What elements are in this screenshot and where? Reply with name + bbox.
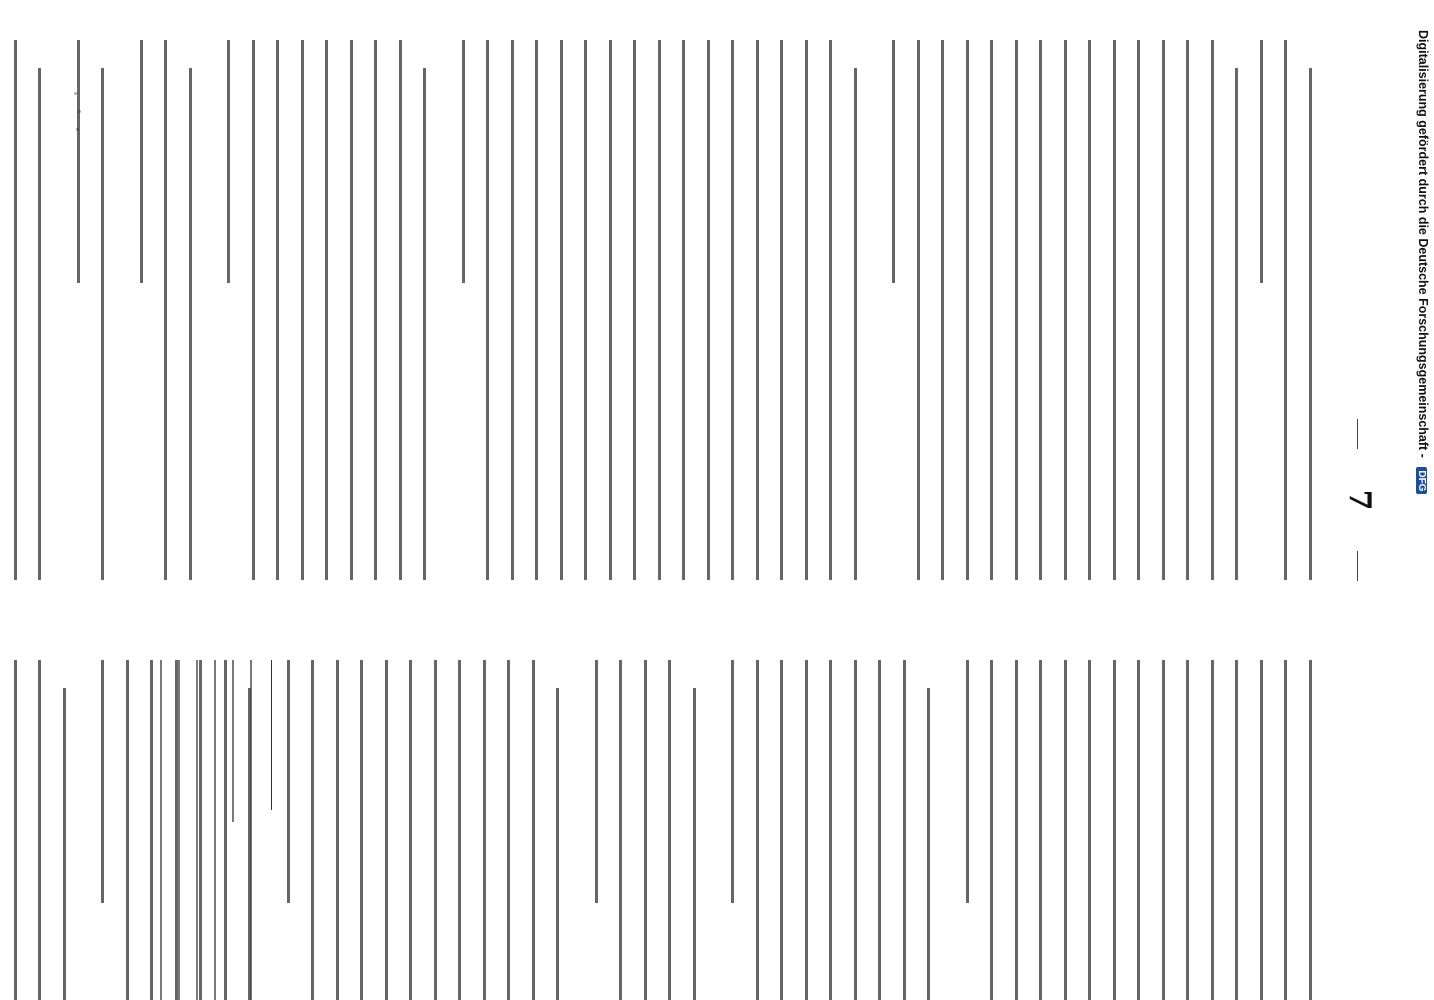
page-number-dash — [1358, 551, 1359, 581]
text-column-left — [0, 40, 1312, 580]
page-number: 7 — [1342, 489, 1377, 511]
footnote-rule — [271, 660, 272, 810]
printed-page — [167, 40, 1407, 960]
footnotes — [144, 660, 252, 1000]
text-column-right — [0, 660, 1312, 1000]
page-number-dash — [1358, 419, 1359, 449]
dfg-logo: DFG — [1416, 467, 1427, 494]
digitisation-caption-text: Digitalisierung gefördert durch die Deutsche Forschungsgemeinschaft - — [1416, 30, 1430, 458]
digitisation-caption — [1412, 10, 1432, 980]
page-number-row — [1342, 40, 1377, 960]
